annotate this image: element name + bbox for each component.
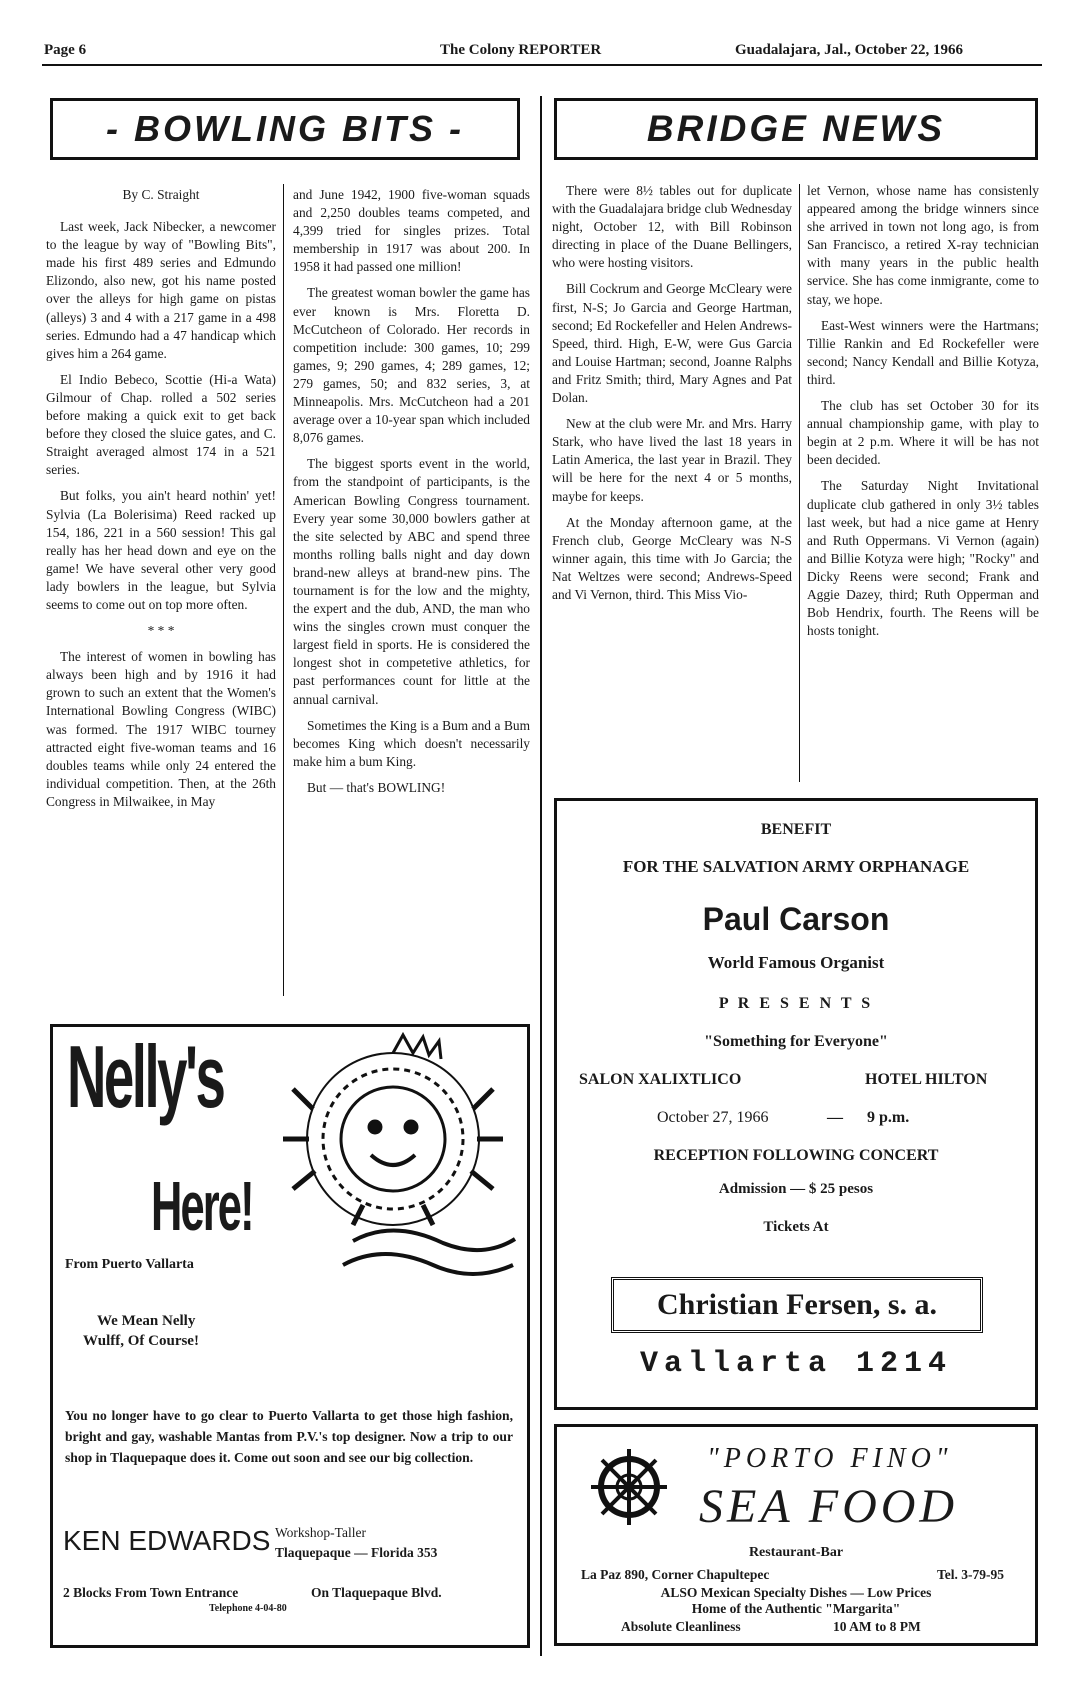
margarita-line: Home of the Authentic "Margarita" <box>691 1601 901 1616</box>
bowling-banner <box>50 98 520 160</box>
paragraph: The interest of women in bowling has always been high and by 1916 it had grown to such an extent that the Women's International Bowling Congress (WIBC) was formed. The 1917 WIBC tourney attracted eight five-woman teams and 16 doubles teams while only 24 entered the individual competition. Then, at the 26th Congress in Milwaikee, in May <box>46 649 276 809</box>
benefit-line: BENEFIT <box>760 821 832 838</box>
tickets-line: Tickets At <box>763 1219 829 1235</box>
section-break: * * * <box>147 623 175 639</box>
bridge-banner <box>554 98 1038 160</box>
date-dash: — <box>827 1109 843 1126</box>
paragraph: But — that's BOWLING! <box>307 779 446 795</box>
bridge-column-1 <box>552 182 792 612</box>
nelly-headline: Nelly's <box>67 1027 224 1126</box>
paragraph: New at the club were Mr. and Mrs. Harry Stark, who have lived the last 18 years in Latin America, the last year in Brazil. They will be here for the next 4 or 5 months, maybe for keeps. <box>552 416 792 504</box>
reception-line: RECEPTION FOLLOWING CONCERT <box>653 1147 939 1164</box>
venue-hotel: HOTEL HILTON <box>865 1071 988 1088</box>
paragraph: Bill Cockrum and George McCleary were first, N-S; Jo Garcia and George Hartman, second; Ed Rockefeller and Helen Andrews-Speed, third. High, E-W, were Gus Garcia and Louise Hartman; second, Joanne Ralphs and Fritz Smith; third, Mary Agnes and Pat Dolan. <box>552 281 792 406</box>
ken-edwards-brand: KEN EDWARDS <box>63 1525 271 1556</box>
paragraph: At the Monday afternoon game, at the French club, George McCleary was N-S winner again, this time with Jo Garcia; the Nat Weltzes were second; Andrews-Speed and Vi Vernon, third. This Miss Vio- <box>552 514 792 602</box>
also-line: ALSO Mexican Specialty Dishes — Low Prices <box>660 1585 932 1600</box>
column-divider <box>799 184 800 782</box>
concert-time: 9 p.m. <box>867 1109 910 1126</box>
paragraph: Last week, Jack Nibecker, a newcomer to the league by way of "Bowling Bits", made his first 489 series and Edmundo Elizondo, also new, got his name posted over the alleys for high game on pistas (alleys) 3 and 4 with a 217 game in a 498 series. Edmundo had a 47 handicap which gives him a 264 game. <box>46 219 276 361</box>
paragraph: and June 1942, 1900 five-woman squads and 2,250 doubles teams competed, and 4,399 tried for singles prizes. Total membership in 1917 was about 200. In 1958 it had passed one million! <box>293 187 530 275</box>
byline: By C. Straight <box>122 187 200 202</box>
bowling-title: - BOWLING BITS - <box>106 108 464 149</box>
page-number: Page 6 <box>44 42 87 58</box>
wulff-line: Wulff, Of Course! <box>83 1333 199 1349</box>
venue-salon: SALON XALIXTLICO <box>579 1071 742 1088</box>
sponsor-street: Vallarta 1214 <box>639 1347 953 1381</box>
admission-line: Admission — $ 25 pesos <box>718 1181 874 1197</box>
paragraph: El Indio Bebeco, Scottie (Hi-a Wata) Gilmour of Chap. rolled a 502 series before making a quick exit to get back before they closed the sluice gates, and C. Straight averaged almost 174 in a 521 series. <box>46 371 276 478</box>
paragraph: The club has set October 30 for its annual championship game, with play to begin at 2 p.m. Where it will be has not been decided. <box>807 398 1039 468</box>
nelly-ad <box>50 1024 530 1648</box>
mean-line: We Mean Nelly <box>97 1313 196 1329</box>
workshop-label: Workshop-Taller <box>275 1525 366 1540</box>
bridge-title: BRIDGE NEWS <box>646 108 946 149</box>
masthead-rule <box>42 64 1042 66</box>
dateline: Guadalajara, Jal., October 22, 1966 <box>735 42 964 58</box>
restaurant-name: "PORTO FINO" <box>707 1443 953 1474</box>
restaurant-phone: Tel. 3-79-95 <box>937 1567 1004 1582</box>
paragraph: But folks, you ain't heard nothin' yet! Sylvia (La Bolerisima) Reed racked up 154, 186, 221 in a 560 session! This gal really has her head down and eye on the game! We have several other very good lady bowlers in the league, but Sylvia seems to come out on top more often. <box>46 488 276 612</box>
column-divider <box>283 184 284 996</box>
blocks-line: 2 Blocks From Town Entrance <box>63 1585 239 1600</box>
sponsor-box <box>611 1277 983 1333</box>
presents-line: P R E S E N T S <box>718 995 874 1012</box>
here-headline: Here! <box>151 1167 253 1245</box>
performer-title: World Famous Organist <box>707 953 885 972</box>
workshop-address: Tlaquepaque — Florida 353 <box>275 1545 438 1560</box>
paragraph: Sometimes the King is a Bum and a Bum becomes King which doesn't necessarily make him a bum King. <box>293 717 530 769</box>
bowling-column-1 <box>46 186 276 819</box>
orphanage-line: FOR THE SALVATION ARMY ORPHANAGE <box>622 857 970 876</box>
ship-wheel-icon <box>589 1447 669 1527</box>
sun-illustration-icon <box>253 1029 525 1289</box>
restaurant-kind: Restaurant-Bar <box>748 1545 844 1560</box>
paragraph: The Saturday Night Invitational duplicate club gathered in only 3½ tables last week, but had a nice game at Henry and Ruth Oppermans. Vi Vernon (again) and Billie Kotyza were high; "Rocky" and Dicky Reens were second; Frank and Aggie Dazey, third; Ruth Opperman and Bob Hendrix, fourth. The Reens will be hosts tonight. <box>807 478 1039 639</box>
portofino-ad <box>554 1424 1038 1646</box>
benefit-ad <box>554 798 1038 1410</box>
bowling-column-2 <box>293 186 530 805</box>
paper-name: The Colony REPORTER <box>440 42 602 58</box>
paragraph: The biggest sports event in the world, from the standpoint of participants, is the American Bowling Congress tournament. Every year some 30,000 bowlers gather at the site selected by ABC and spend three months rolling balls night and day down brand-new alleys at brand-new pins. The tournament is for the low and the mighty, the expert and the dub, AND, the man who wins the singles crown must conquer the largest field in sports. He is considered the longest shot in competetive athletics, for past performances count for little at the annual carnival. <box>293 456 530 707</box>
paragraph: There were 8½ tables out for duplicate with the Guadalajara bridge club Wednesday night, October 12, with Bill Robinson directing in place of the Duane Bellingers, who were hosting visitors. <box>552 183 792 271</box>
paragraph: East-West winners were the Hartmans; Tillie Rankin and Ed Rockefeller were second; Nancy Kendall and Billie Kotyza, third. <box>807 317 1039 387</box>
bridge-column-2 <box>807 182 1039 648</box>
nelly-phone: Telephone 4-04-80 <box>209 1603 287 1614</box>
concert-date: October 27, 1966 <box>657 1109 769 1126</box>
restaurant-subtitle: SEA FOOD <box>699 1480 959 1533</box>
performer-name: Paul Carson <box>702 901 890 937</box>
blvd-line: On Tlaquepaque Blvd. <box>311 1585 442 1600</box>
from-line: From Puerto Vallarta <box>65 1257 194 1272</box>
nelly-body: You no longer have to go clear to Puerto Vallarta to get those high fashion, bright and gay, washable Mantas from P.V.'s top designer. Now a trip to our shop in Tlaquepaque does it. Come out soon and see our big collection. <box>65 1408 513 1465</box>
paragraph: let Vernon, whose name has consistenly appeared among the bridge winners since she arrived in town not long ago, is from San Francisco, a retired X-ray technician with many years in the public health service. She has come inmigrante, come to stay, we hope. <box>807 183 1039 307</box>
page-divider <box>540 96 542 1656</box>
sponsor-name: Christian Fersen, s. a. <box>657 1288 937 1321</box>
cleanliness-line: Absolute Cleanliness <box>621 1619 741 1634</box>
hours-line: 10 AM to 8 PM <box>833 1619 921 1634</box>
show-title: "Something for Everyone" <box>704 1033 888 1050</box>
paragraph: The greatest woman bowler the game has ever known is Mrs. Floretta D. McCutcheon of Colorado. Her records in competition include: 300 games, 10; 299 games, 9; 290 games, 4; 289 games, 12; 279 games, 50; and 832 series, 3, at Minneapolis. Mrs. McCutcheon had a 201 average over a 10-year span which included 8,076 games. <box>293 285 530 446</box>
restaurant-address: La Paz 890, Corner Chapultepec <box>581 1567 770 1582</box>
